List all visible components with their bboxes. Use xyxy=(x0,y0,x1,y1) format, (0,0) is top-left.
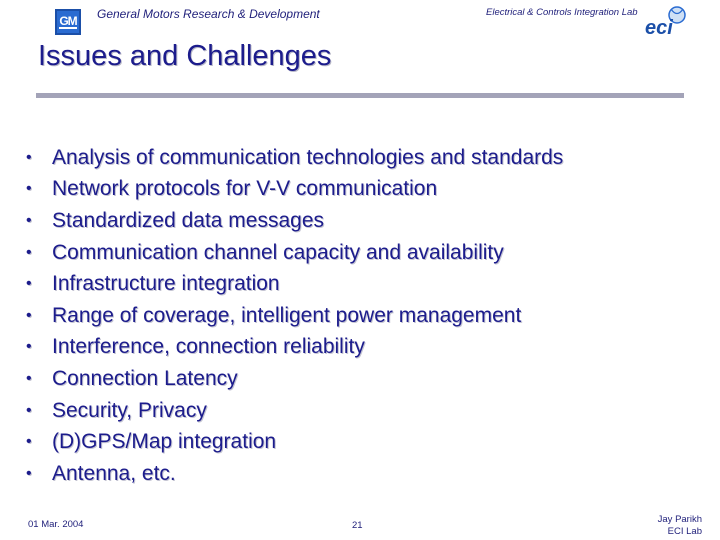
bullet-dot-icon: • xyxy=(26,211,32,229)
bullet-item xyxy=(26,268,563,300)
bullet-dot-icon: • xyxy=(26,338,32,356)
bullet-text: Communication channel capacity and availability xyxy=(52,240,504,264)
bullet-item xyxy=(26,395,563,427)
bullet-text: (D)GPS/Map integration xyxy=(52,430,277,454)
bullet-dot-icon: • xyxy=(26,148,32,166)
bullet-item xyxy=(26,332,563,364)
footer-page-number: 21 xyxy=(352,520,363,531)
bullet-item xyxy=(26,458,563,490)
bullet-text: Infrastructure integration xyxy=(52,272,280,296)
bullet-item xyxy=(26,237,563,269)
gm-logo-text: GM xyxy=(59,14,77,28)
bullet-dot-icon: • xyxy=(26,464,32,482)
bullet-dot-icon: • xyxy=(26,180,32,198)
bullet-dot-icon: • xyxy=(26,401,32,419)
bullet-dot-icon: • xyxy=(26,306,32,324)
bullet-item xyxy=(26,300,563,332)
bullet-item xyxy=(26,363,563,395)
gm-logo xyxy=(55,9,81,35)
bullet-text: Security, Privacy xyxy=(52,398,207,422)
title-divider xyxy=(36,93,684,98)
header-organization: General Motors Research & Development xyxy=(97,7,320,21)
bullet-item xyxy=(26,174,563,206)
bullet-text: Standardized data messages xyxy=(52,208,325,232)
bullet-item xyxy=(26,205,563,237)
bullet-text: Antenna, etc. xyxy=(52,461,176,485)
footer-author xyxy=(620,514,702,538)
bullet-text: Interference, connection reliability xyxy=(52,335,365,359)
bullet-list xyxy=(26,142,563,490)
bullet-dot-icon: • xyxy=(26,369,32,387)
bullet-dot-icon: • xyxy=(26,243,32,261)
bullet-text: Analysis of communication technologies and standards xyxy=(52,145,564,169)
bullet-text: Connection Latency xyxy=(52,366,238,390)
eci-lab-logo xyxy=(643,4,687,38)
footer-author-lab: ECI Lab xyxy=(667,526,702,537)
bullet-item xyxy=(26,142,563,174)
footer-date: 01 Mar. 2004 xyxy=(28,519,84,530)
header-lab-name: Electrical & Controls Integration Lab xyxy=(486,7,638,18)
bullet-text: Range of coverage, intelligent power management xyxy=(52,303,522,327)
eci-logo-text: eci xyxy=(645,17,673,38)
footer-author-name: Jay Parikh xyxy=(657,514,702,525)
bullet-text: Network protocols for V-V communication xyxy=(52,177,438,201)
bullet-item xyxy=(26,426,563,458)
bullet-dot-icon: • xyxy=(26,275,32,293)
slide-title: Issues and Challenges xyxy=(38,40,332,72)
bullet-dot-icon: • xyxy=(26,433,32,451)
